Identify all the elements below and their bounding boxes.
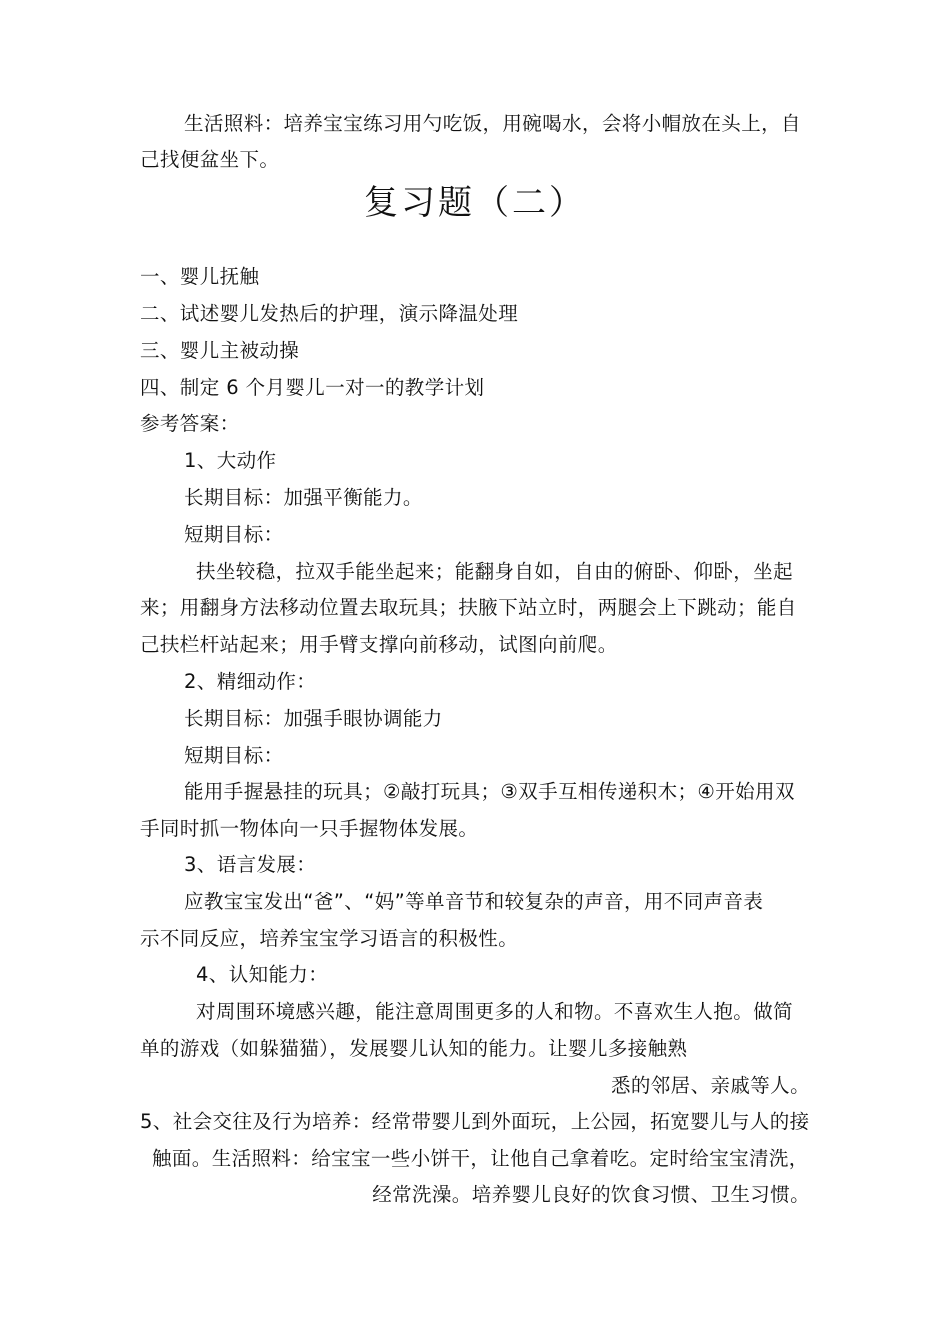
paragraph-line: 能用手握悬挂的玩具；②敲打玩具；③双手互相传递积木；④开始用双 bbox=[184, 780, 795, 803]
paragraph-line: 扶坐较稳，拉双手能坐起来；能翻身自如，自由的俯卧、仰卧，坐起 bbox=[196, 560, 794, 583]
section-heading: 1、大动作 bbox=[184, 449, 277, 472]
question-item: 三、婴儿主被动操 bbox=[140, 339, 300, 362]
paragraph-line: 手同时抓一物体向一只手握物体发展。 bbox=[140, 817, 479, 840]
paragraph-line: 示不同反应，培养宝宝学习语言的积极性。 bbox=[140, 927, 519, 950]
paragraph-line: 5、社会交往及行为培养：经常带婴儿到外面玩，上公园，拓宽婴儿与人的接 bbox=[140, 1110, 810, 1133]
paragraph-line: 单的游戏（如躲猫猫），发展婴儿认知的能力。让婴儿多接触熟 bbox=[140, 1037, 688, 1060]
short-term-label: 短期目标： bbox=[184, 523, 284, 546]
paragraph-line: 经常洗澡。培养婴儿良好的饮食习惯、卫生习惯。 bbox=[372, 1183, 810, 1206]
long-term-goal: 长期目标：加强手眼协调能力 bbox=[184, 707, 443, 730]
question-item: 四、制定 6 个月婴儿一对一的教学计划 bbox=[140, 376, 485, 399]
intro-text-line: 己找便盆坐下。 bbox=[140, 148, 280, 171]
section-heading: 2、精细动作： bbox=[184, 670, 317, 693]
paragraph-line: 来；用翻身方法移动位置去取玩具；扶腋下站立时，两腿会上下跳动；能自 bbox=[140, 596, 797, 619]
question-item: 二、试述婴儿发热后的护理，演示降温处理 bbox=[140, 302, 519, 325]
page-title: 复习题（二） bbox=[364, 183, 586, 223]
paragraph-line: 触面。生活照料：给宝宝一些小饼干，让他自己拿着吃。定时给宝宝清洗， bbox=[152, 1147, 809, 1170]
paragraph-line: 悉的邻居、亲戚等人。 bbox=[610, 1074, 810, 1097]
section-heading: 4、认知能力： bbox=[196, 963, 329, 986]
question-item: 一、婴儿抚触 bbox=[140, 265, 260, 288]
intro-text-line: 生活照料：培养宝宝练习用勺吃饭，用碗喝水，会将小帽放在头上，自 bbox=[184, 112, 801, 135]
answer-label: 参考答案： bbox=[140, 412, 240, 435]
paragraph-line: 己扶栏杆站起来；用手臂支撑向前移动，试图向前爬。 bbox=[140, 633, 618, 656]
long-term-goal: 长期目标：加强平衡能力。 bbox=[184, 486, 423, 509]
section-heading: 3、语言发展： bbox=[184, 853, 317, 876]
paragraph-line: 对周围环境感兴趣，能注意周围更多的人和物。不喜欢生人抱。做简 bbox=[196, 1000, 794, 1023]
short-term-label: 短期目标： bbox=[184, 744, 284, 767]
paragraph-line: 应教宝宝发出“爸”、“妈”等单音节和较复杂的声音，用不同声音表 bbox=[184, 890, 764, 913]
